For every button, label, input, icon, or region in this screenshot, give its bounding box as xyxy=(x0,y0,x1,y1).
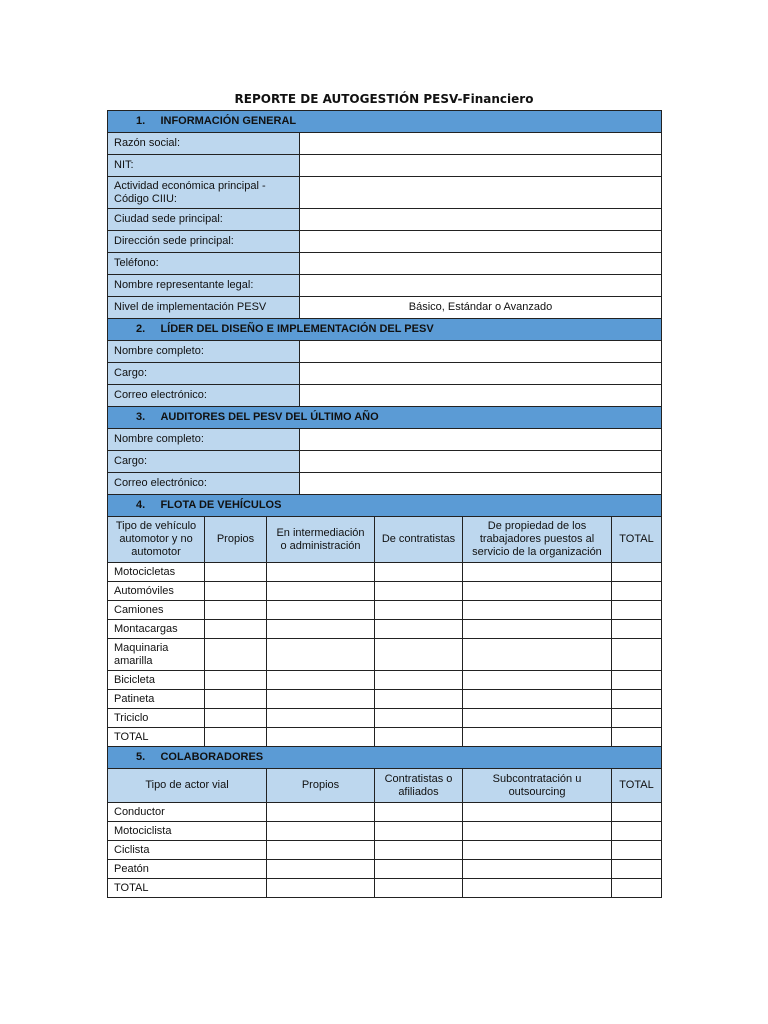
row-label: TOTAL xyxy=(108,728,205,747)
table-row xyxy=(108,639,662,671)
field-telefono[interactable] xyxy=(300,253,662,275)
table-cell[interactable] xyxy=(375,671,463,690)
col-total: TOTAL xyxy=(612,769,662,803)
label-lider-cargo: Cargo: xyxy=(108,363,300,385)
table-cell[interactable] xyxy=(267,803,375,822)
table-cell[interactable] xyxy=(375,620,463,639)
table-cell[interactable] xyxy=(612,563,662,582)
label-nivel-implementacion: Nivel de implementación PESV xyxy=(108,297,300,319)
col-subcontratacion: Subcontratación u outsourcing xyxy=(463,769,612,803)
table-cell[interactable] xyxy=(267,709,375,728)
table-cell[interactable] xyxy=(267,841,375,860)
field-lider-correo[interactable] xyxy=(300,385,662,407)
table-cell[interactable] xyxy=(205,671,267,690)
row-label: Triciclo xyxy=(108,709,205,728)
table-cell[interactable] xyxy=(375,582,463,601)
table-cell[interactable] xyxy=(612,841,662,860)
col-tipo-vehiculo: Tipo de vehículo automotor y no automotor xyxy=(108,517,205,563)
table-cell[interactable] xyxy=(267,822,375,841)
field-representante-legal[interactable] xyxy=(300,275,662,297)
table-cell[interactable] xyxy=(463,803,612,822)
table-cell[interactable] xyxy=(205,601,267,620)
table-cell[interactable] xyxy=(267,728,375,747)
field-auditor-correo[interactable] xyxy=(300,473,662,495)
table-cell[interactable] xyxy=(612,822,662,841)
table-cell[interactable] xyxy=(463,822,612,841)
table-cell[interactable] xyxy=(375,728,463,747)
label-ciudad-sede: Ciudad sede principal: xyxy=(108,209,300,231)
table-cell[interactable] xyxy=(267,860,375,879)
col-total: TOTAL xyxy=(612,517,662,563)
row-label: Conductor xyxy=(108,803,267,822)
table-cell[interactable] xyxy=(205,728,267,747)
label-auditor-cargo: Cargo: xyxy=(108,451,300,473)
table-cell[interactable] xyxy=(267,879,375,898)
table-cell[interactable] xyxy=(612,620,662,639)
table-row xyxy=(108,728,662,747)
table-cell[interactable] xyxy=(463,620,612,639)
table-cell[interactable] xyxy=(205,709,267,728)
table-row xyxy=(108,709,662,728)
label-actividad-economica: Actividad económica principal - Código CIIU: xyxy=(108,177,300,209)
label-auditor-nombre: Nombre completo: xyxy=(108,429,300,451)
field-nivel-implementacion[interactable]: Básico, Estándar o Avanzado xyxy=(300,297,662,319)
table-cell[interactable] xyxy=(205,639,267,671)
row-label: Camiones xyxy=(108,601,205,620)
table-cell[interactable] xyxy=(267,690,375,709)
table-row xyxy=(108,803,662,822)
table-cell[interactable] xyxy=(375,860,463,879)
fleet-rows xyxy=(108,563,662,747)
label-auditor-correo: Correo electrónico: xyxy=(108,473,300,495)
table-row xyxy=(108,671,662,690)
table-cell[interactable] xyxy=(612,803,662,822)
table-cell[interactable] xyxy=(463,639,612,671)
field-actividad-economica[interactable] xyxy=(300,177,662,209)
table-cell[interactable] xyxy=(205,563,267,582)
table-cell[interactable] xyxy=(463,690,612,709)
col-contratistas-afiliados: Contratistas o afiliados xyxy=(375,769,463,803)
table-cell[interactable] xyxy=(267,620,375,639)
table-row xyxy=(108,879,662,898)
row-label: Ciclista xyxy=(108,841,267,860)
table-cell[interactable] xyxy=(612,582,662,601)
table-row xyxy=(108,601,662,620)
table-row xyxy=(108,620,662,639)
table-cell[interactable] xyxy=(463,879,612,898)
row-label: Peatón xyxy=(108,860,267,879)
field-direccion-sede[interactable] xyxy=(300,231,662,253)
table-cell[interactable] xyxy=(612,709,662,728)
table-row xyxy=(108,860,662,879)
table-cell[interactable] xyxy=(612,671,662,690)
table-cell[interactable] xyxy=(375,803,463,822)
col-propios: Propios xyxy=(267,769,375,803)
table-cell[interactable] xyxy=(375,709,463,728)
report-title: REPORTE DE AUTOGESTIÓN PESV-Financiero xyxy=(234,92,534,106)
table-cell[interactable] xyxy=(267,601,375,620)
col-tipo-actor-vial: Tipo de actor vial xyxy=(108,769,267,803)
label-lider-nombre: Nombre completo: xyxy=(108,341,300,363)
table-cell[interactable] xyxy=(463,601,612,620)
row-label: Automóviles xyxy=(108,582,205,601)
table-row xyxy=(108,822,662,841)
field-razon-social[interactable] xyxy=(300,133,662,155)
table-cell[interactable] xyxy=(375,563,463,582)
report-table xyxy=(107,110,662,898)
table-cell[interactable] xyxy=(375,690,463,709)
table-row xyxy=(108,690,662,709)
col-contratistas: De contratistas xyxy=(375,517,463,563)
row-label: Bicicleta xyxy=(108,671,205,690)
table-cell[interactable] xyxy=(375,822,463,841)
table-cell[interactable] xyxy=(267,639,375,671)
table-cell[interactable] xyxy=(267,671,375,690)
table-cell[interactable] xyxy=(267,582,375,601)
collaborator-rows xyxy=(108,803,662,898)
col-propios: Propios xyxy=(205,517,267,563)
section-header-flota-vehiculos: 4. FLOTA DE VEHÍCULOS xyxy=(108,495,662,517)
table-row xyxy=(108,841,662,860)
label-nit: NIT: xyxy=(108,155,300,177)
table-row xyxy=(108,563,662,582)
table-cell[interactable] xyxy=(612,879,662,898)
label-representante-legal: Nombre representante legal: xyxy=(108,275,300,297)
table-cell[interactable] xyxy=(375,601,463,620)
table-cell[interactable] xyxy=(463,728,612,747)
table-cell[interactable] xyxy=(612,728,662,747)
label-telefono: Teléfono: xyxy=(108,253,300,275)
table-cell[interactable] xyxy=(463,671,612,690)
table-cell[interactable] xyxy=(205,582,267,601)
label-direccion-sede: Dirección sede principal: xyxy=(108,231,300,253)
table-row xyxy=(108,582,662,601)
section-header-auditores: 3. AUDITORES DEL PESV DEL ÚLTIMO AÑO xyxy=(108,407,662,429)
table-cell[interactable] xyxy=(205,690,267,709)
field-lider-nombre[interactable] xyxy=(300,341,662,363)
table-cell[interactable] xyxy=(463,841,612,860)
section-header-lider-pesv: 2. LÍDER DEL DISEÑO E IMPLEMENTACIÓN DEL PESV xyxy=(108,319,662,341)
table-cell[interactable] xyxy=(612,690,662,709)
label-lider-correo: Correo electrónico: xyxy=(108,385,300,407)
col-propiedad-trabajadores: De propiedad de los trabajadores puestos al servicio de la organización xyxy=(463,517,612,563)
table-cell[interactable] xyxy=(612,601,662,620)
table-cell[interactable] xyxy=(463,709,612,728)
row-label: Patineta xyxy=(108,690,205,709)
label-razon-social: Razón social: xyxy=(108,133,300,155)
field-auditor-nombre[interactable] xyxy=(300,429,662,451)
row-label: TOTAL xyxy=(108,879,267,898)
row-label: Montacargas xyxy=(108,620,205,639)
table-cell[interactable] xyxy=(463,582,612,601)
field-nit[interactable] xyxy=(300,155,662,177)
row-label: Motocicletas xyxy=(108,563,205,582)
field-auditor-cargo[interactable] xyxy=(300,451,662,473)
table-cell[interactable] xyxy=(463,563,612,582)
table-cell[interactable] xyxy=(612,639,662,671)
row-label: Maquinaria amarilla xyxy=(108,639,205,671)
table-cell[interactable] xyxy=(205,620,267,639)
table-cell[interactable] xyxy=(463,860,612,879)
row-label: Motociclista xyxy=(108,822,267,841)
table-cell[interactable] xyxy=(375,841,463,860)
table-cell[interactable] xyxy=(375,879,463,898)
table-cell[interactable] xyxy=(375,639,463,671)
field-lider-cargo[interactable] xyxy=(300,363,662,385)
col-intermediacion: En intermediación o administración xyxy=(267,517,375,563)
table-cell[interactable] xyxy=(612,860,662,879)
section-header-colaboradores: 5. COLABORADORES xyxy=(108,747,662,769)
section-header-informacion-general: 1. INFORMACIÓN GENERAL xyxy=(108,111,662,133)
field-ciudad-sede[interactable] xyxy=(300,209,662,231)
table-cell[interactable] xyxy=(267,563,375,582)
